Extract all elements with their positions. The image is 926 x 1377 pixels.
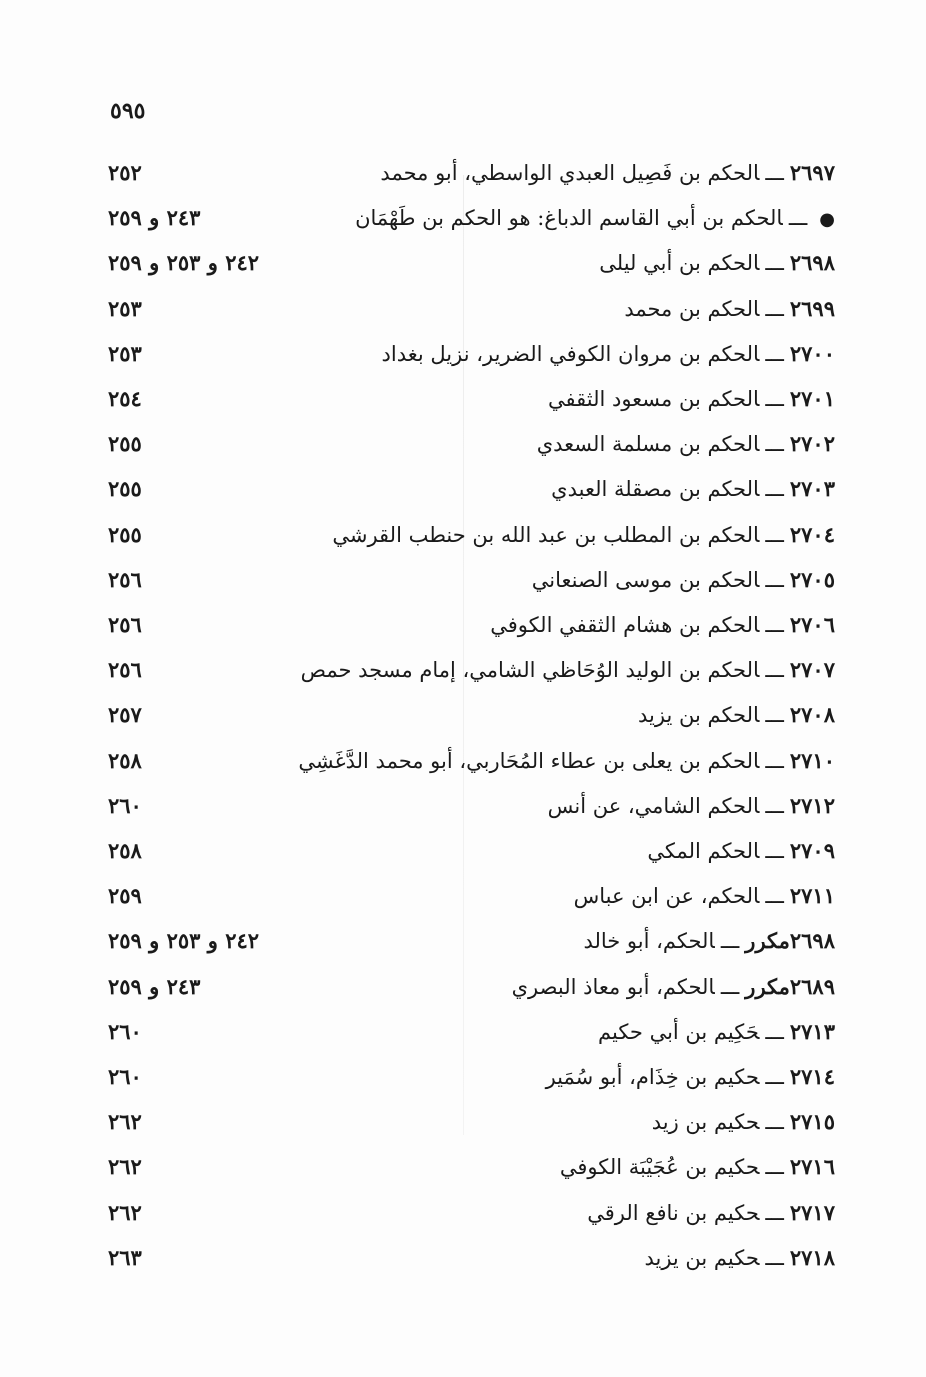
index-entry [100, 1196, 835, 1230]
index-entry [100, 472, 835, 506]
entry-name: الحكم بن أبي القاسم الدباغ: هو الحكم بن طَهْمَان [355, 206, 783, 230]
entry-name: الحكم بن هشام الثقفي الكوفي [490, 613, 760, 637]
entry-pages: ٢٦٣ [108, 1245, 142, 1270]
entry-number: ٢٦٩٨مكرر [745, 928, 835, 953]
entry-dash: ـــ [765, 432, 784, 456]
entry-name: الحكم بن موسى الصنعاني [531, 568, 760, 592]
entry-dash: ـــ [765, 477, 784, 501]
entry-name: الحكم بن مروان الكوفي الضرير، نزيل بغداد [381, 342, 760, 366]
entry-dash: ـــ [765, 1020, 784, 1044]
entry-name: الحكم المكي [647, 839, 760, 863]
entry-text [382, 337, 835, 371]
entry-pages: ٢٦٠ [108, 793, 142, 818]
entry-dash: ـــ [765, 613, 784, 637]
entry-dash: ـــ [765, 749, 784, 773]
entry-number: ٢٧٠٨ [789, 702, 835, 727]
index-entry [100, 924, 835, 958]
entry-dash: ـــ [720, 929, 740, 953]
entry-dash: ـــ [765, 251, 784, 275]
entry-number: ٢٧١٠ [789, 748, 835, 773]
entry-text [490, 608, 835, 642]
index-entry [100, 970, 835, 1004]
entry-number: ٢٧١٦ [789, 1154, 835, 1179]
entry-text [551, 472, 835, 506]
entry-name: حكيم بن عُجَيْبَة الكوفي [559, 1155, 760, 1179]
entry-text [583, 924, 835, 958]
entry-dash: ـــ [765, 884, 784, 908]
entry-number: ٢٦٨٩مكرر [745, 974, 835, 999]
index-entry [100, 427, 835, 461]
entry-number: ٢٧٠٧ [789, 657, 835, 682]
entry-name: الحكم بن المطلب بن عبد الله بن حنطب القرشي [332, 523, 760, 547]
entry-number: ٢٧٠٥ [789, 567, 835, 592]
index-entry [100, 834, 835, 868]
entry-number: ٢٧١٥ [789, 1109, 835, 1134]
entry-dash: ـــ [765, 523, 784, 547]
entry-text [332, 518, 835, 552]
entry-number: ٢٧١٤ [789, 1064, 835, 1089]
entry-dash: ـــ [720, 975, 740, 999]
entry-text [512, 970, 835, 1004]
index-entry [100, 337, 835, 371]
index-entry [100, 382, 835, 416]
entry-dash: ـــ [765, 794, 784, 818]
index-entry [100, 563, 835, 597]
entry-dash: ـــ [765, 1110, 784, 1134]
index-entry [100, 1150, 835, 1184]
entry-pages: ٢٦٢ [108, 1154, 142, 1179]
entry-dash: ـــ [765, 703, 784, 727]
entry-text [644, 1241, 835, 1275]
entry-number: ٢٧٠١ [789, 386, 835, 411]
page-number: ٥٩٥ [110, 98, 146, 124]
entry-pages: ٢٤٢ و ٢٥٣ و ٢٥٩ [108, 250, 260, 275]
entry-name: الحكم بن محمد [624, 297, 760, 321]
entry-dash: ـــ [765, 1201, 784, 1225]
entry-number: ٢٧٠٤ [789, 522, 835, 547]
entry-text [548, 789, 835, 823]
entry-number: ٢٧١٧ [789, 1200, 835, 1225]
entry-pages: ٢٦٠ [108, 1019, 142, 1044]
entry-pages: ٢٤٢ و ٢٥٣ و ٢٥٩ [108, 928, 260, 953]
entry-number: ٢٧١٣ [789, 1019, 835, 1044]
entry-name: الحكم، أبو معاذ البصري [511, 975, 715, 999]
index-entry [100, 292, 835, 326]
entry-name: الحكم الشامي، عن أنس [547, 794, 760, 818]
entry-text [638, 698, 835, 732]
index-entry [100, 1060, 835, 1094]
entry-dash: ـــ [765, 161, 784, 185]
entry-name: حَكِيم بن أبي حكيم [598, 1020, 760, 1044]
entry-dash: ـــ [788, 206, 808, 230]
entry-pages: ٢٥٥ [108, 431, 142, 456]
entry-number: ٢٦٩٩ [789, 296, 835, 321]
entry-text [298, 744, 835, 778]
entry-name: الحكم، أبو خالد [583, 929, 715, 953]
entry-text [546, 1060, 835, 1094]
entry-dash: ـــ [765, 1065, 784, 1089]
index-entry [100, 879, 835, 913]
entry-pages: ٢٦٠ [108, 1064, 142, 1089]
entry-text [599, 246, 835, 280]
entry-pages: ٢٥٥ [108, 522, 142, 547]
entry-pages: ٢٥٨ [108, 838, 142, 863]
index-entry [100, 1015, 835, 1049]
entry-dash: ـــ [765, 568, 784, 592]
entry-pages: ٢٥٦ [108, 657, 142, 682]
index-entry [100, 246, 835, 280]
entry-name: الحكم بن مسلمة السعدي [536, 432, 760, 456]
entry-name: الحكم بن مصقلة العبدي [551, 477, 760, 501]
entry-text [548, 382, 835, 416]
index-entry [100, 201, 835, 235]
entry-name: حكيم بن نافع الرقي [587, 1201, 760, 1225]
entry-name: الحكم بن أبي ليلى [599, 251, 760, 275]
entry-number: ٢٦٩٧ [789, 160, 835, 185]
entry-pages: ٢٥٢ [108, 160, 142, 185]
entry-number: ٢٧١٨ [789, 1245, 835, 1270]
entry-name: الحكم بن يعلى بن عطاء المُحَاربي، أبو محمد الدَّغَشِي [298, 749, 760, 773]
entry-number: ٢٧٠٩ [789, 838, 835, 863]
entry-text [380, 156, 835, 190]
entry-name: الحكم، عن ابن عباس [573, 884, 760, 908]
entry-pages: ٢٥٨ [108, 748, 142, 773]
index-entry [100, 698, 835, 732]
entry-text [624, 292, 835, 326]
entry-dash: ـــ [765, 342, 784, 366]
entry-dash: ـــ [765, 1155, 784, 1179]
entry-name: الحكم بن الوليد الوُحَاظي الشامي، إمام مسجد حمص [300, 658, 760, 682]
entry-text [598, 1015, 835, 1049]
entry-dash: ـــ [765, 839, 784, 863]
entry-dash: ـــ [765, 297, 784, 321]
entry-text [355, 201, 835, 237]
entry-text [301, 653, 835, 687]
entry-name: حكيم بن خِذَام، أبو سُمَير [545, 1065, 760, 1089]
entry-dash: ـــ [765, 658, 784, 682]
entry-text [560, 1150, 835, 1184]
entry-pages: ٢٥٥ [108, 476, 142, 501]
entry-number: ٢٧٠٦ [789, 612, 835, 637]
entry-text [574, 879, 835, 913]
entry-pages: ٢٥٧ [108, 702, 142, 727]
entry-pages: ٢٥٣ [108, 341, 142, 366]
entry-pages: ٢٦٢ [108, 1200, 142, 1225]
index-entry [100, 789, 835, 823]
entry-pages: ٢٥٦ [108, 612, 142, 637]
entry-number: ٢٧٠٢ [789, 431, 835, 456]
entry-pages: ٢٤٣ و ٢٥٩ [108, 974, 201, 999]
bullet-icon: ● [819, 209, 835, 230]
entry-name: حكيم بن يزيد [644, 1246, 760, 1270]
entry-pages: ٢٥٩ [108, 883, 142, 908]
index-entry [100, 518, 835, 552]
entry-text [652, 1105, 835, 1139]
index-entry [100, 1105, 835, 1139]
entry-text [587, 1196, 835, 1230]
index-entry [100, 1241, 835, 1275]
entry-name: الحكم بن يزيد [638, 703, 760, 727]
entry-number: ٢٧٠٠ [789, 341, 835, 366]
entry-number: ٢٧٠٣ [789, 476, 835, 501]
index-entry [100, 653, 835, 687]
entry-pages: ٢٥٦ [108, 567, 142, 592]
entry-text [537, 427, 835, 461]
entry-pages: ٢٥٣ [108, 296, 142, 321]
entry-text [532, 563, 835, 597]
entry-dash: ـــ [765, 1246, 784, 1270]
entry-number: ٢٧١٢ [789, 793, 835, 818]
entry-pages: ٢٤٣ و ٢٥٩ [108, 205, 201, 230]
entry-name: الحكم بن مسعود الثقفي [547, 387, 760, 411]
index-entry [100, 608, 835, 642]
entry-name: الحكم بن فَصِيل العبدي الواسطي، أبو محمد [380, 161, 760, 185]
index-entry [100, 156, 835, 190]
entry-text [647, 834, 835, 868]
index-entry [100, 744, 835, 778]
entry-dash: ـــ [765, 387, 784, 411]
entry-pages: ٢٦٢ [108, 1109, 142, 1134]
entry-pages: ٢٥٤ [108, 386, 142, 411]
entry-name: حكيم بن زيد [651, 1110, 760, 1134]
entry-number: ٢٦٩٨ [789, 250, 835, 275]
entry-number: ٢٧١١ [789, 883, 835, 908]
